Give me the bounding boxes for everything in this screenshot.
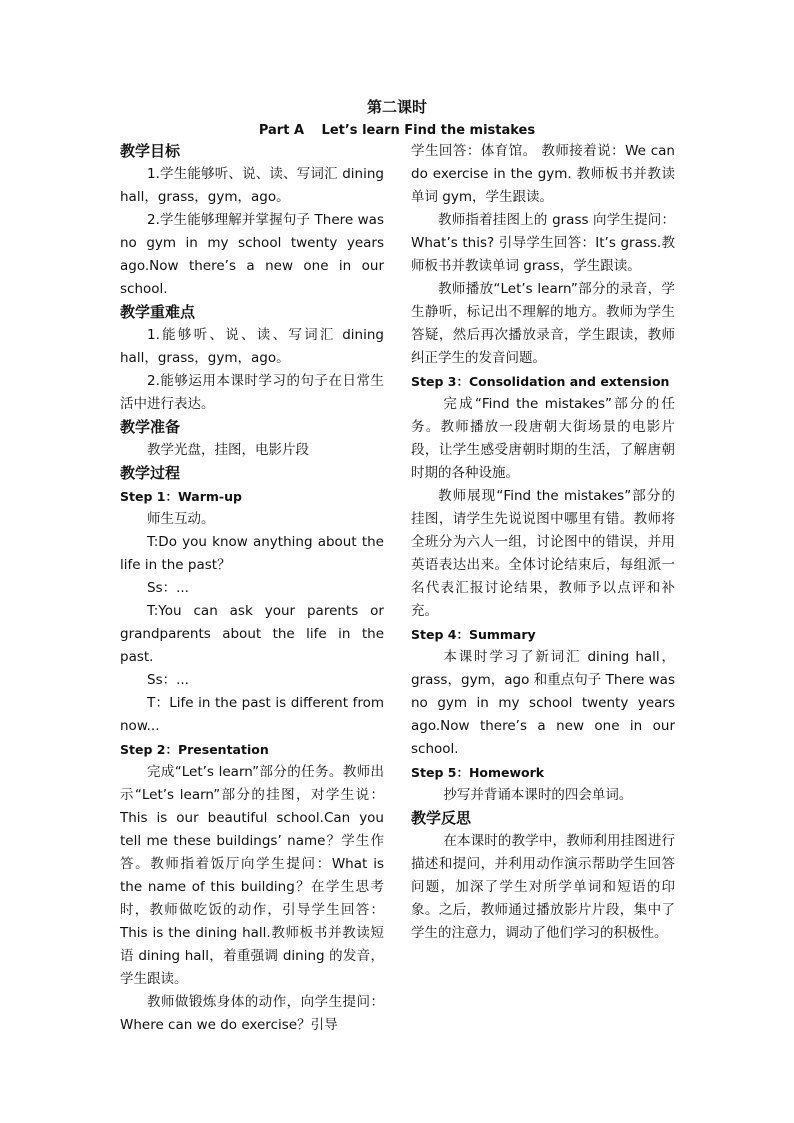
left-column [120,140,384,1037]
paragraph: 1.学生能够听、说、读、写词汇 dining hall，grass，gym，ago。 [120,166,384,205]
paragraph: 教学光盘，挂图，电影片段 [147,442,309,458]
paragraph: 2.能够运用本课时学习的句子在日常生活中进行表达。 [120,373,384,412]
heading-preparation: 教学准备 [120,418,181,436]
paragraph: 学生回答：体育馆。 教师接着说：We can do exercise in the gym. 教师板书并教读单词 gym，学生跟读。 [411,143,675,205]
paragraph: 教师展现“Find the mistakes”部分的挂图，请学生先说说图中哪里有错。教师将全班分为六人一组，讨论图中的错误，并用英语表达出来。全体讨论结束后，每组派一名代表汇报讨论结果，教师予以点评和补充。 [411,488,675,619]
paragraph: 1.能够听、说、读、写词汇 dining hall，grass，gym，ago。 [120,327,384,366]
paragraph: Ss：... [147,672,189,688]
paragraph: 在本课时的教学中，教师利用挂图进行描述和提问，并利用动作演示帮助学生回答问题，加深了学生对所学单词和短语的印象。之后，教师通过播放影片片段，集中了学生的注意力，调动了他们学习的积极性。 [411,833,675,941]
paragraph: 本课时学习了新词汇 dining hall，grass，gym，ago 和重点句子 There was no gym in my school twenty years ago.Now there’s a new one in our school. [411,649,675,757]
paragraph: T：Life in the past is different from now... [120,695,384,734]
step-heading: Step 1：Warm-up [120,489,242,504]
paragraph: 完成“Find the mistakes”部分的任务。教师播放一段唐朝大街场景的电影片段，让学生感受唐朝时期的生活，了解唐朝时期的各种设施。 [411,396,675,481]
paragraph: 师生互动。 [147,511,215,527]
paragraph: 完成“Let’s learn”部分的任务。教师出示“Let’s learn”部分的挂图，对学生说：This is our beautiful school.Can you tell me these buildings’ name？学生作答。教师指着饭厅向学生提问：What is the name of this building？在学生思考时，教师做吃饭的动作，引导学生回答：This is the dining hall.教师板书并教读短语 dining hall，着重强调 dining 的发音，学生跟读。 [120,764,384,987]
paragraph: 2.学生能够理解并掌握句子 There was no gym in my school twenty years ago.Now there’s a new one in our school. [120,212,384,297]
paragraph: 教师做锻炼身体的动作，向学生提问：Where can we do exercise？引导 [120,994,384,1033]
heading-reflection: 教学反思 [411,809,472,827]
paragraph: 抄写并背诵本课时的四会单词。 [443,787,633,803]
heading-teaching-process: 教学过程 [120,464,181,482]
paragraph: 教师指着挂图上的 grass 向学生提问：What’s this? 引导学生回答：It’s grass.教师板书并教读单词 grass，学生跟读。 [411,212,675,274]
step-heading: Step 2：Presentation [120,742,269,757]
step-heading: Step 3：Consolidation and extension [411,374,670,389]
step-heading: Step 4：Summary [411,627,536,642]
document-subtitle: Part A Let’s learn Find the mistakes [258,123,536,138]
heading-key-points: 教学重难点 [120,303,196,321]
step-heading: Step 5：Homework [411,765,545,780]
paragraph: T:You can ask your parents or grandparents about the life in the past. [120,603,384,665]
heading-teaching-goals: 教学目标 [120,142,181,160]
paragraph: 教师播放“Let’s learn”部分的录音，学生静听，标记出不理解的地方。教师为学生答疑，然后再次播放录音，学生跟读，教师纠正学生的发音问题。 [411,281,675,366]
paragraph: T:Do you know anything about the life in the past？ [120,534,384,573]
right-column [411,140,675,945]
document-title: 第二课时 [366,98,427,116]
paragraph: Ss：... [147,580,189,596]
